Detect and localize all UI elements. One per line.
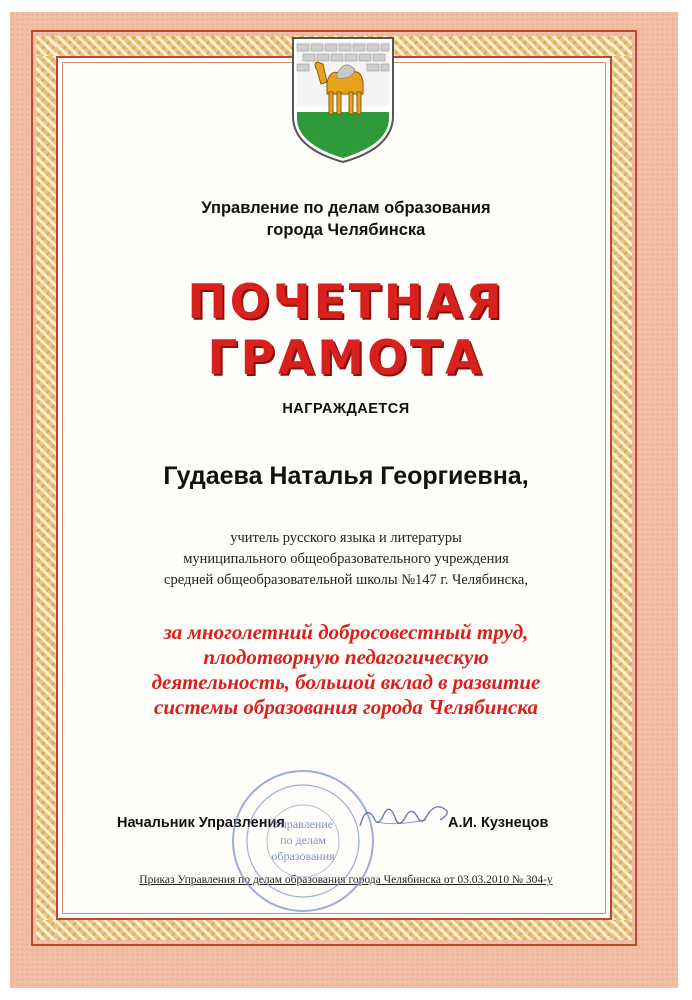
awarded-label: НАГРАЖДАЕТСЯ xyxy=(282,401,410,417)
position-line-2: муниципального общеобразовательного учреждения xyxy=(183,551,509,567)
position-line-3: средней общеобразовательной школы №147 г. Челябинска, xyxy=(164,572,528,588)
recipient-name: Гудаева Наталья Георгиевна, xyxy=(163,462,529,490)
round-stamp-icon xyxy=(228,766,378,916)
issuer-line-2: города Челябинска xyxy=(266,221,426,239)
seal-line-2: по делам xyxy=(280,833,326,847)
issuer-line-1: Управление по делам образования xyxy=(201,199,491,217)
merit-line-4: системы образования города Челябинска xyxy=(154,695,538,719)
seal-line-3: образования xyxy=(271,849,335,863)
merit-line-3: деятельность, большой вклад в развитие xyxy=(151,670,541,694)
merit-block xyxy=(56,620,636,720)
title-line-2: ГРАМОТА xyxy=(207,331,485,386)
merit-line-1: за многолетний добросовестный труд, xyxy=(163,620,529,644)
order-reference: Приказ Управления по делам образования города Челябинска от 03.03.2010 № 304-у xyxy=(139,874,553,886)
merit-line-2: плодотворную педагогическую xyxy=(203,645,489,669)
position-block xyxy=(56,528,636,591)
signatory-title: Начальник Управления xyxy=(117,815,285,831)
handwritten-signature xyxy=(356,796,456,836)
seal-line-1: Управление xyxy=(272,817,334,831)
position-line-1: учитель русского языка и литературы xyxy=(230,530,462,546)
issuer-block xyxy=(56,197,636,241)
coat-of-arms-icon xyxy=(287,34,399,166)
signatory-name: А.И. Кузнецов xyxy=(448,815,549,831)
title-line-1: ПОЧЕТНАЯ xyxy=(187,275,505,330)
